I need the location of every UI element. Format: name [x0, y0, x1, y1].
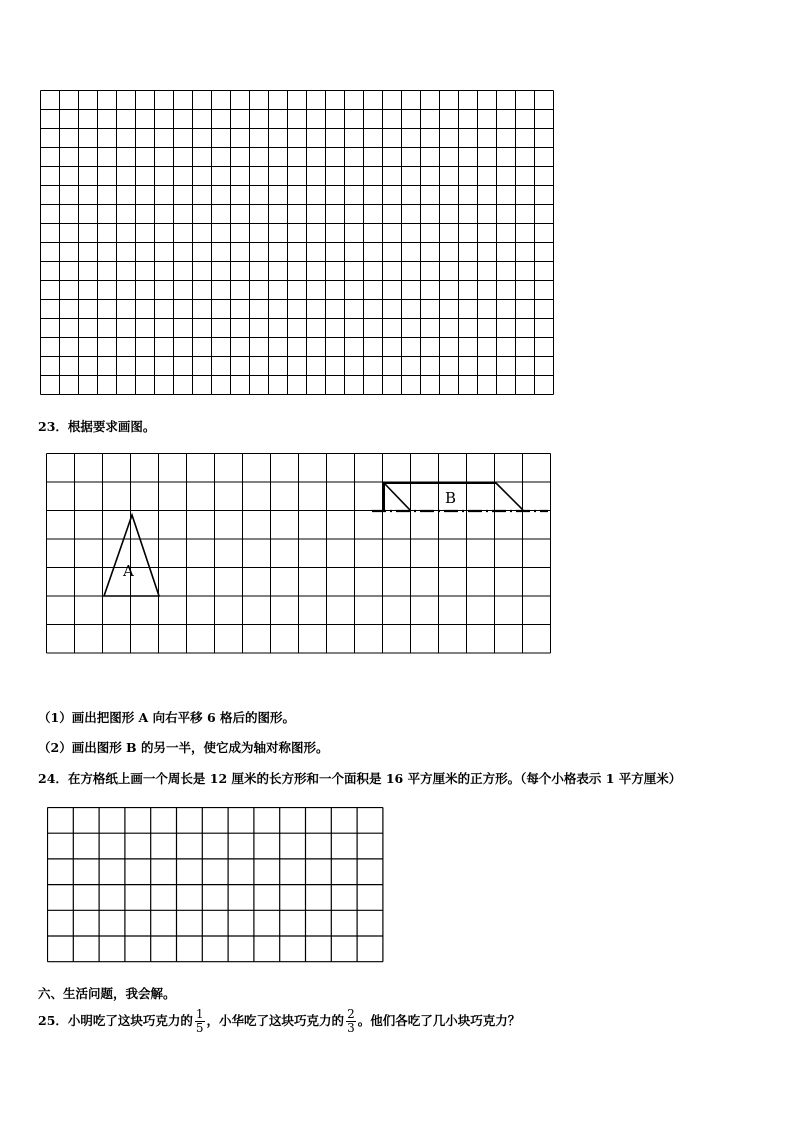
question-24-title: 24．在方格纸上画一个周长是 12 厘米的长方形和一个面积是 16 平方厘米的正方形。（每个小格表示 1 平方厘米） [38, 771, 682, 786]
shape-b-half [384, 483, 496, 510]
shape-b-slant-left [384, 483, 410, 510]
frac1-numerator: 1 [195, 1007, 204, 1021]
q25-part1: 25．小明吃了这块巧克力的 [38, 1013, 193, 1028]
frac2-denominator: 3 [347, 1021, 355, 1035]
q25-part3: 。他们各吃了几小块巧克力？ [357, 1013, 521, 1028]
frac1-denominator: 5 [195, 1021, 204, 1035]
section-6-title: 六、生活问题，我会解。 [38, 986, 176, 1001]
shape-b-label: B [445, 489, 457, 507]
fraction-two-thirds [346, 1008, 356, 1035]
fraction-one-fifth [195, 1008, 205, 1035]
question-23-title: 23．根据要求画图。 [38, 419, 156, 434]
top-square-grid [40, 90, 556, 396]
question-23-sub1: （1）画出把图形 A 向右平移 6 格后的图形。 [38, 710, 296, 725]
shape-b-slant-right [496, 483, 523, 510]
question-23-sub2: （2）画出图形 B 的另一半，使它成为轴对称图形。 [38, 740, 329, 755]
q25-part2: ，小华吃了这块巧克力的 [206, 1013, 345, 1028]
q23-square-grid[interactable] [46, 453, 554, 655]
shape-a-label: A [123, 562, 134, 580]
frac2-numerator: 2 [347, 1007, 355, 1021]
q24-square-grid[interactable] [47, 807, 385, 963]
shape-a-triangle [104, 515, 159, 596]
question-25-text [38, 1008, 520, 1035]
